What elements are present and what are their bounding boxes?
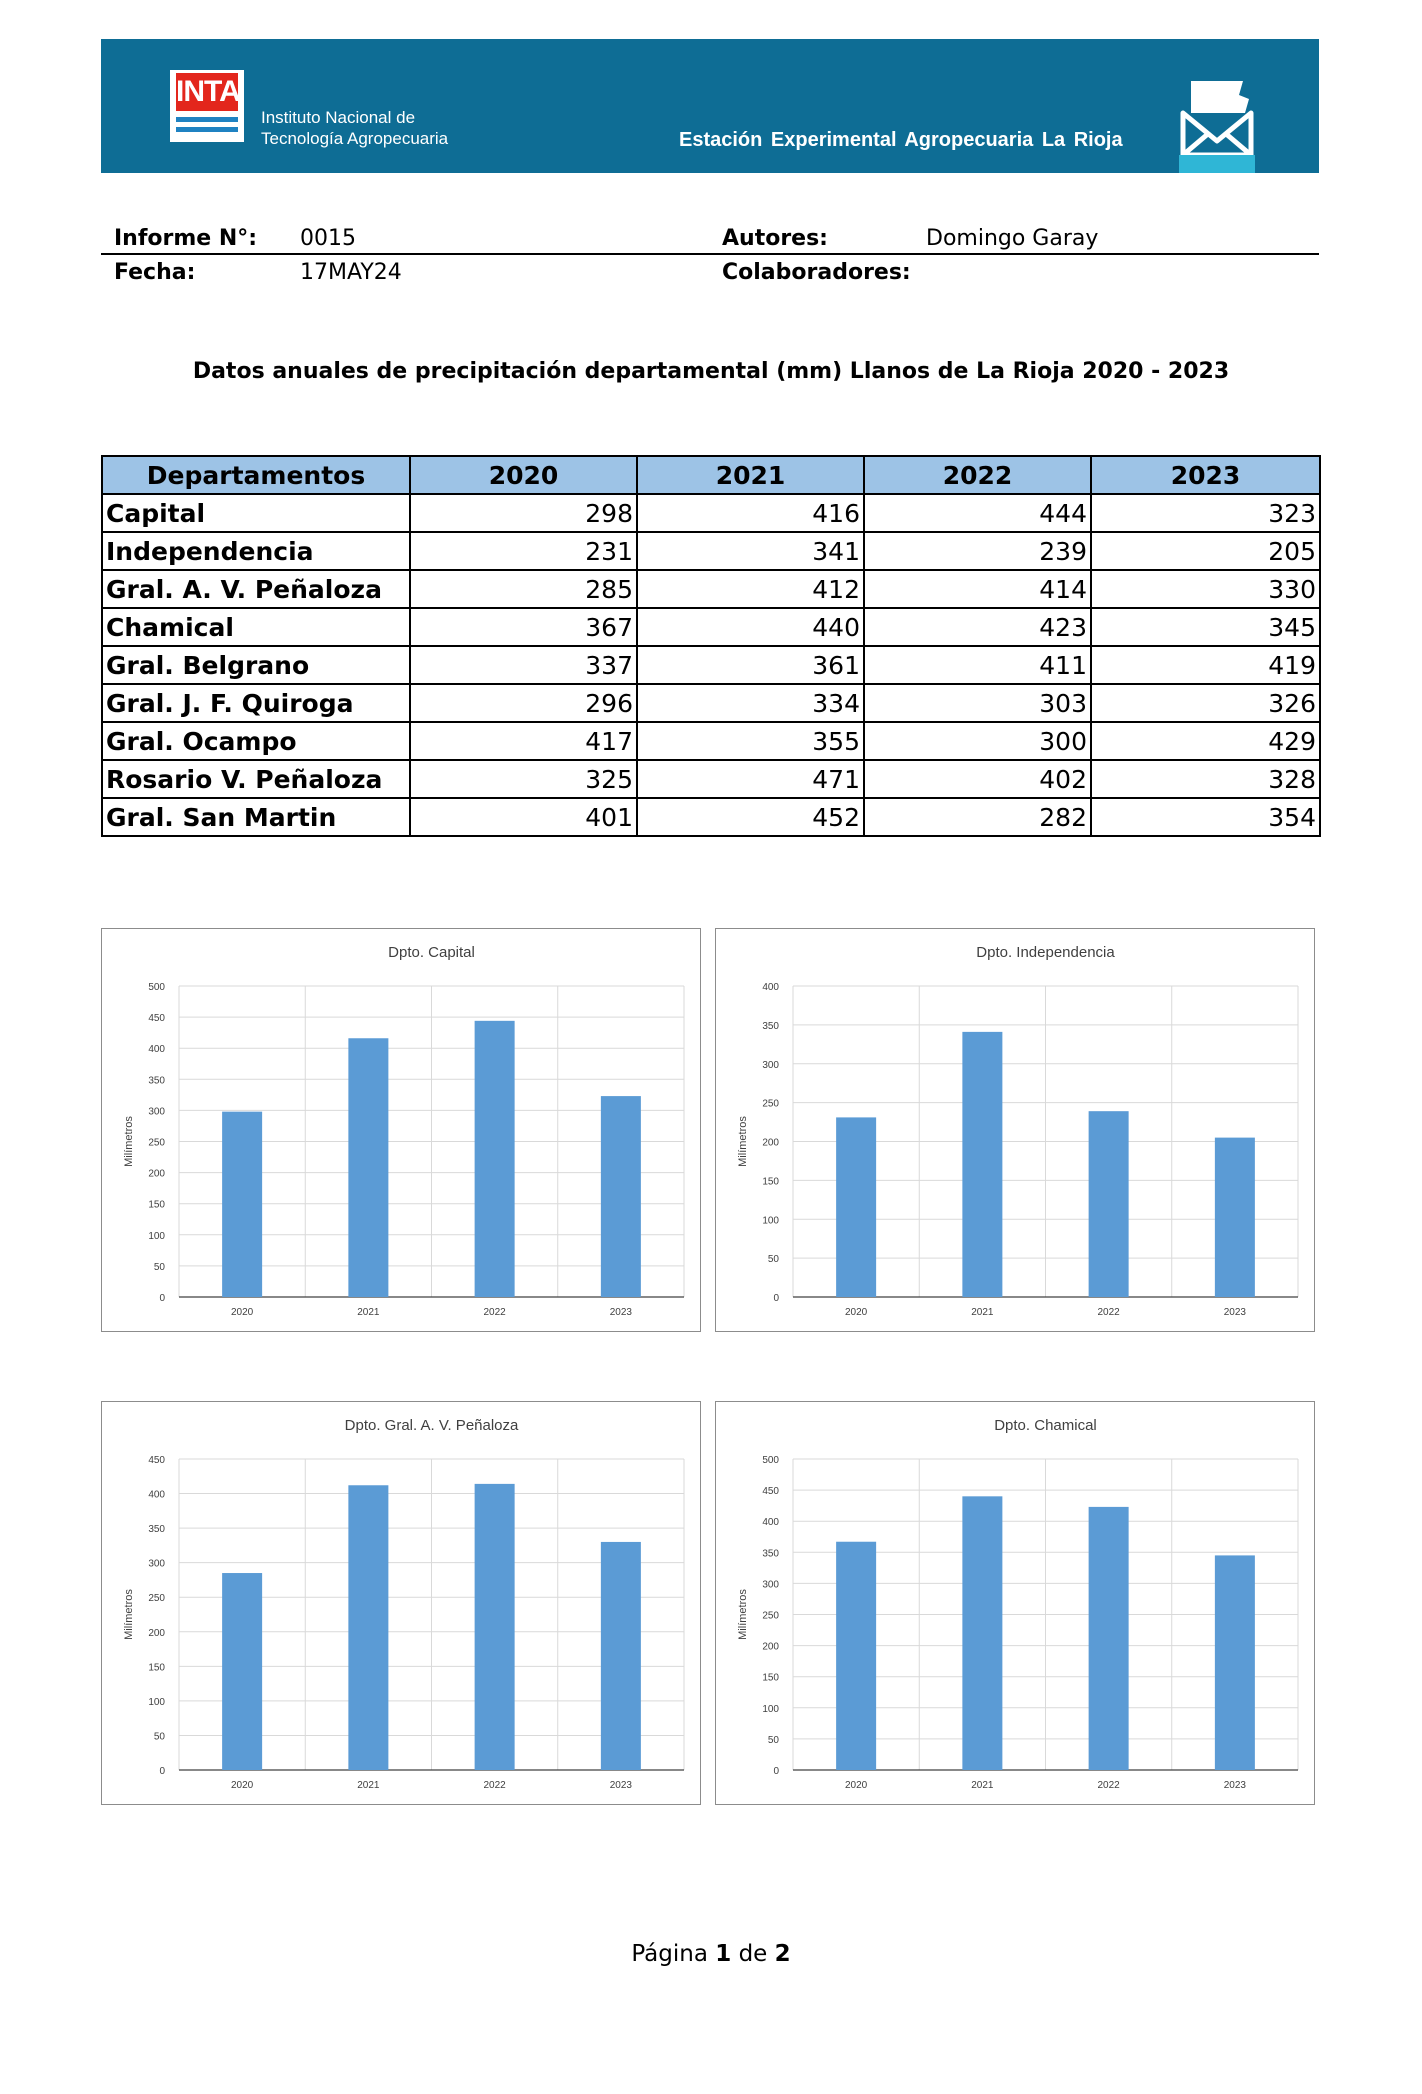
y-tick-label: 450	[762, 1486, 779, 1498]
y-tick-label: 50	[153, 1261, 165, 1273]
table-row	[102, 684, 1320, 722]
y-tick-label: 0	[773, 1293, 779, 1304]
y-tick-label: 450	[148, 1013, 165, 1025]
chart-title: Dpto. Capital	[388, 944, 475, 961]
bar	[1215, 1138, 1255, 1297]
bar	[475, 1484, 515, 1770]
value-cell: 205	[1091, 532, 1320, 570]
department-cell: Gral. Belgrano	[102, 646, 410, 684]
y-tick-label: 100	[762, 1215, 779, 1227]
logo-stripe	[176, 127, 238, 132]
value-cell: 231	[410, 532, 637, 570]
value-cell: 440	[637, 608, 864, 646]
column-header: Departamentos	[102, 456, 410, 494]
value-cell: 341	[637, 532, 864, 570]
value-cell: 423	[864, 608, 1091, 646]
value-cell: 303	[864, 684, 1091, 722]
table-row	[102, 608, 1320, 646]
y-tick-label: 50	[153, 1731, 165, 1743]
value-cell: 417	[410, 722, 637, 760]
department-cell: Gral. Ocampo	[102, 722, 410, 760]
institute-name	[261, 107, 448, 149]
column-header: 2022	[864, 456, 1091, 494]
x-tick-label: 2023	[1223, 1307, 1246, 1318]
value-cell: 429	[1091, 722, 1320, 760]
y-tick-label: 100	[148, 1696, 165, 1708]
y-tick-label: 200	[148, 1168, 165, 1180]
inta-logo	[170, 70, 244, 142]
department-cell: Gral. J. F. Quiroga	[102, 684, 410, 722]
value-cell: 361	[637, 646, 864, 684]
y-tick-label: 400	[148, 1044, 165, 1056]
y-tick-label: 250	[148, 1593, 165, 1605]
y-tick-label: 100	[762, 1703, 779, 1715]
chart-svg	[716, 1402, 1316, 1806]
value-cell: 345	[1091, 608, 1320, 646]
value-cell: 326	[1091, 684, 1320, 722]
department-cell: Gral. A. V. Peñaloza	[102, 570, 410, 608]
chart-capital	[101, 928, 701, 1332]
chart-title: Dpto. Chamical	[994, 1417, 1097, 1434]
x-tick-label: 2021	[357, 1307, 380, 1318]
table-header-row	[102, 456, 1320, 494]
envelope-icon	[1179, 73, 1255, 173]
meta-divider	[101, 253, 1319, 255]
logo-stripe	[176, 117, 238, 122]
value-cell: 414	[864, 570, 1091, 608]
bar	[836, 1117, 876, 1297]
bar	[475, 1021, 515, 1297]
value-cell: 239	[864, 532, 1091, 570]
value-cell: 285	[410, 570, 637, 608]
value-cell: 296	[410, 684, 637, 722]
y-tick-label: 150	[762, 1672, 779, 1684]
y-axis-label: Milímetros	[123, 1589, 135, 1640]
department-cell: Gral. San Martin	[102, 798, 410, 836]
table-row	[102, 646, 1320, 684]
page-number	[0, 1941, 1422, 1967]
y-tick-label: 350	[762, 1020, 779, 1032]
bar	[836, 1542, 876, 1770]
table-row	[102, 760, 1320, 798]
department-cell: Chamical	[102, 608, 410, 646]
y-tick-label: 450	[148, 1455, 165, 1466]
y-tick-label: 400	[762, 982, 779, 993]
y-tick-label: 50	[767, 1734, 779, 1746]
y-tick-label: 200	[762, 1137, 779, 1149]
institute-line2: Tecnología Agropecuaria	[261, 129, 449, 148]
value-cell: 401	[410, 798, 637, 836]
y-tick-label: 350	[148, 1075, 165, 1087]
table-row	[102, 532, 1320, 570]
chart-svg	[716, 929, 1316, 1333]
value-cell: 355	[637, 722, 864, 760]
page-prefix: Página	[631, 1941, 708, 1967]
x-tick-label: 2022	[1097, 1780, 1120, 1791]
page-total: 2	[774, 1941, 791, 1967]
y-tick-label: 400	[148, 1489, 165, 1501]
x-tick-label: 2022	[1097, 1307, 1120, 1318]
column-header: 2023	[1091, 456, 1320, 494]
value-cell: 411	[864, 646, 1091, 684]
column-header: 2021	[637, 456, 864, 494]
y-tick-label: 0	[159, 1766, 165, 1777]
value-cell: 444	[864, 494, 1091, 532]
y-tick-label: 250	[762, 1098, 779, 1110]
y-tick-label: 0	[159, 1293, 165, 1304]
y-tick-label: 250	[148, 1137, 165, 1149]
value-cell: 471	[637, 760, 864, 798]
institute-line1: Instituto Nacional de	[261, 108, 416, 127]
header-banner	[101, 39, 1319, 173]
authors-value: Domingo Garay	[926, 226, 1099, 251]
bar	[1089, 1507, 1129, 1770]
department-cell: Independencia	[102, 532, 410, 570]
value-cell: 330	[1091, 570, 1320, 608]
y-tick-label: 0	[773, 1766, 779, 1777]
precipitation-table	[101, 455, 1321, 837]
bar	[962, 1496, 1002, 1770]
page-separator: de	[738, 1941, 768, 1967]
value-cell: 325	[410, 760, 637, 798]
page-current: 1	[715, 1941, 732, 1967]
value-cell: 354	[1091, 798, 1320, 836]
date-value: 17MAY24	[300, 260, 402, 285]
department-cell: Rosario V. Peñaloza	[102, 760, 410, 798]
y-tick-label: 100	[148, 1230, 165, 1242]
chart-title: Dpto. Independencia	[976, 944, 1115, 961]
authors-label: Autores:	[722, 226, 828, 251]
y-tick-label: 200	[148, 1627, 165, 1639]
chart-penaloza	[101, 1401, 701, 1805]
value-cell: 367	[410, 608, 637, 646]
bar	[1215, 1555, 1255, 1770]
x-tick-label: 2020	[231, 1780, 254, 1791]
bar	[962, 1032, 1002, 1297]
chart-svg	[102, 1402, 702, 1806]
y-tick-label: 400	[762, 1517, 779, 1529]
value-cell: 402	[864, 760, 1091, 798]
value-cell: 323	[1091, 494, 1320, 532]
value-cell: 328	[1091, 760, 1320, 798]
table-row	[102, 570, 1320, 608]
chart-independencia	[715, 928, 1315, 1332]
y-tick-label: 350	[762, 1548, 779, 1560]
y-tick-label: 300	[762, 1059, 779, 1071]
department-cell: Capital	[102, 494, 410, 532]
bar	[222, 1573, 262, 1770]
bar	[348, 1485, 388, 1770]
y-axis-label: Milímetros	[737, 1589, 749, 1640]
y-tick-label: 300	[148, 1106, 165, 1118]
x-tick-label: 2023	[609, 1780, 632, 1791]
y-tick-label: 250	[762, 1610, 779, 1622]
value-cell: 334	[637, 684, 864, 722]
bar	[1089, 1111, 1129, 1297]
value-cell: 300	[864, 722, 1091, 760]
x-tick-label: 2022	[483, 1780, 506, 1791]
y-tick-label: 500	[762, 1455, 779, 1466]
y-tick-label: 300	[762, 1579, 779, 1591]
y-axis-label: Milímetros	[123, 1116, 135, 1167]
bar	[348, 1038, 388, 1297]
y-tick-label: 500	[148, 982, 165, 993]
bar	[601, 1096, 641, 1297]
x-tick-label: 2021	[971, 1780, 994, 1791]
value-cell: 282	[864, 798, 1091, 836]
value-cell: 412	[637, 570, 864, 608]
x-tick-label: 2023	[609, 1307, 632, 1318]
y-tick-label: 350	[148, 1524, 165, 1536]
column-header: 2020	[410, 456, 637, 494]
y-tick-label: 200	[762, 1641, 779, 1653]
x-tick-label: 2020	[845, 1780, 868, 1791]
table-row	[102, 798, 1320, 836]
y-tick-label: 50	[767, 1254, 779, 1266]
x-tick-label: 2020	[231, 1307, 254, 1318]
y-tick-label: 150	[148, 1662, 165, 1674]
x-tick-label: 2021	[357, 1780, 380, 1791]
collaborators-label: Colaboradores:	[722, 260, 911, 285]
document-title: Datos anuales de precipitación departamental (mm) Llanos de La Rioja 2020 - 2023	[192, 359, 1230, 384]
y-tick-label: 150	[762, 1176, 779, 1188]
logo-text: INTA	[176, 73, 238, 111]
bar	[222, 1112, 262, 1297]
x-tick-label: 2022	[483, 1307, 506, 1318]
value-cell: 452	[637, 798, 864, 836]
chart-title: Dpto. Gral. A. V. Peñaloza	[344, 1417, 519, 1434]
table-row	[102, 494, 1320, 532]
date-label: Fecha:	[114, 260, 196, 285]
station-name: Estación Experimental Agropecuaria La Rioja	[679, 129, 1123, 151]
y-axis-label: Milímetros	[737, 1116, 749, 1167]
bar	[601, 1542, 641, 1770]
value-cell: 416	[637, 494, 864, 532]
table-row	[102, 722, 1320, 760]
report-number-value: 0015	[300, 226, 356, 251]
x-tick-label: 2020	[845, 1307, 868, 1318]
value-cell: 298	[410, 494, 637, 532]
x-tick-label: 2023	[1223, 1780, 1246, 1791]
chart-svg	[102, 929, 702, 1333]
y-tick-label: 300	[148, 1558, 165, 1570]
x-tick-label: 2021	[971, 1307, 994, 1318]
report-number-label: Informe N°:	[114, 226, 258, 251]
y-tick-label: 150	[148, 1199, 165, 1211]
value-cell: 337	[410, 646, 637, 684]
value-cell: 419	[1091, 646, 1320, 684]
chart-chamical	[715, 1401, 1315, 1805]
